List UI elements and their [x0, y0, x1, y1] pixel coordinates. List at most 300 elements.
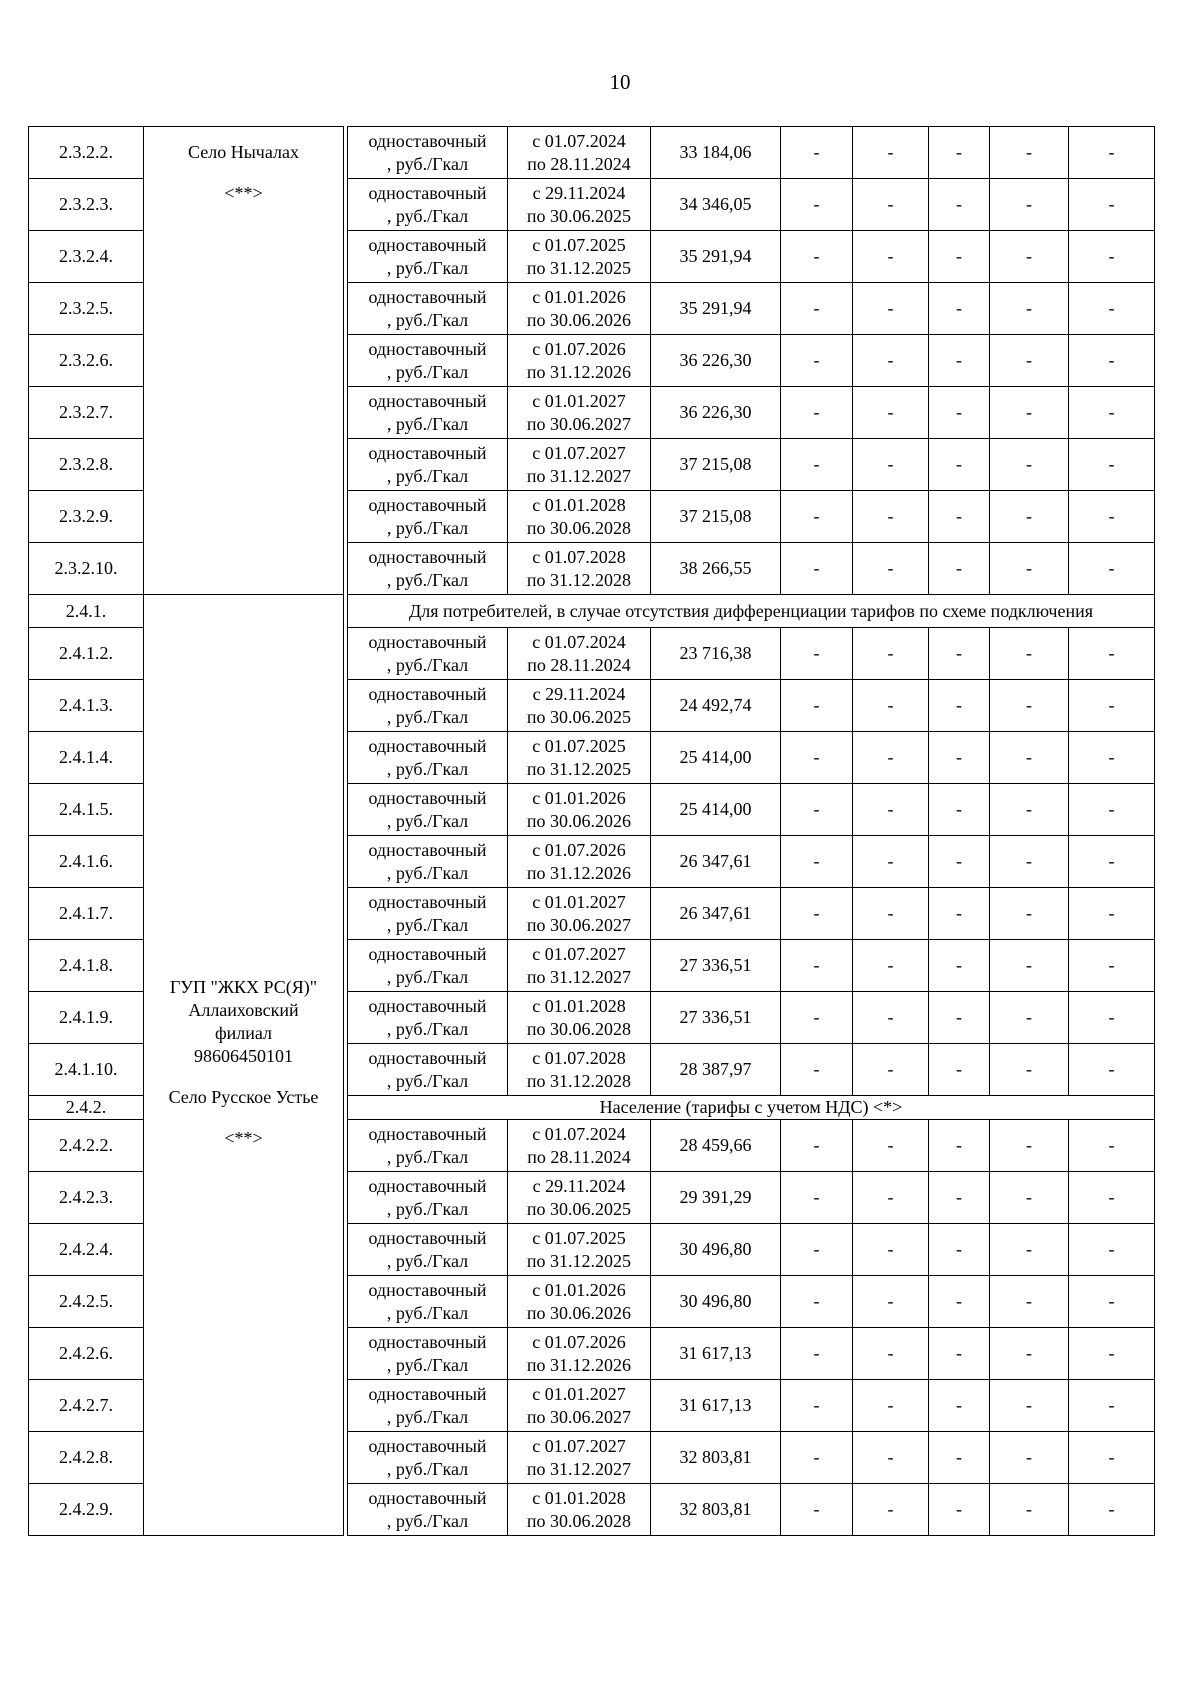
tariff-value: 35 291,94	[651, 231, 781, 283]
rate-type-line1: одноставочный	[368, 839, 487, 860]
empty-dash: -	[781, 1484, 853, 1536]
empty-dash: -	[1069, 628, 1155, 680]
empty-dash: -	[1069, 439, 1155, 491]
empty-dash: -	[1069, 732, 1155, 784]
period-cell	[508, 283, 651, 335]
period-from: с 29.11.2024	[532, 683, 626, 704]
settlement-note: <**>	[224, 183, 263, 203]
empty-dash: -	[853, 1432, 929, 1484]
rate-type-cell	[348, 732, 508, 784]
rate-type-cell	[348, 1328, 508, 1380]
empty-dash: -	[1069, 1120, 1155, 1172]
row-number: 2.4.2.7.	[29, 1380, 144, 1432]
row-number: 2.4.2.5.	[29, 1276, 144, 1328]
period-to: по 30.06.2026	[526, 810, 632, 831]
rate-type-cell	[348, 543, 508, 595]
period-cell	[508, 1484, 651, 1536]
period-cell	[508, 1120, 651, 1172]
period-to: по 31.12.2026	[526, 1354, 632, 1375]
tariff-value: 36 226,30	[651, 387, 781, 439]
tariff-value: 27 336,51	[651, 992, 781, 1044]
period-from: с 29.11.2024	[532, 182, 626, 203]
period-from: с 01.01.2028	[532, 995, 626, 1016]
empty-dash: -	[1069, 543, 1155, 595]
period-to: по 30.06.2026	[526, 1302, 632, 1323]
empty-dash: -	[990, 628, 1069, 680]
org-branch-suffix: филиал	[214, 1023, 273, 1043]
empty-dash: -	[929, 387, 990, 439]
rate-type-line2: , руб./Гкал	[386, 1146, 469, 1167]
period-from: с 01.07.2024	[532, 631, 626, 652]
table-row	[29, 127, 1155, 179]
period-to: по 30.06.2026	[526, 309, 632, 330]
empty-dash: -	[853, 283, 929, 335]
settlement-note: <**>	[224, 1128, 263, 1148]
rate-type-cell	[348, 888, 508, 940]
rate-type-line2: , руб./Гкал	[386, 205, 469, 226]
empty-dash: -	[990, 1276, 1069, 1328]
empty-dash: -	[853, 1224, 929, 1276]
row-number: 2.4.2.2.	[29, 1120, 144, 1172]
rate-type-line1: одноставочный	[368, 182, 487, 203]
rate-type-line2: , руб./Гкал	[386, 1250, 469, 1271]
tariff-value: 29 391,29	[651, 1172, 781, 1224]
period-cell	[508, 784, 651, 836]
period-from: с 01.07.2027	[532, 1435, 626, 1456]
row-number: 2.3.2.2.	[29, 127, 144, 179]
period-to: по 28.11.2024	[527, 654, 631, 675]
empty-dash: -	[929, 1172, 990, 1224]
empty-dash: -	[990, 1380, 1069, 1432]
period-from: с 01.07.2026	[532, 338, 626, 359]
empty-dash: -	[781, 1224, 853, 1276]
rate-type-cell	[348, 439, 508, 491]
period-to: по 30.06.2025	[526, 205, 632, 226]
empty-dash: -	[990, 127, 1069, 179]
tariff-value: 27 336,51	[651, 940, 781, 992]
empty-dash: -	[990, 179, 1069, 231]
row-number: 2.4.1.3.	[29, 680, 144, 732]
row-number: 2.4.1.2.	[29, 628, 144, 680]
empty-dash: -	[1069, 1044, 1155, 1096]
row-number: 2.3.2.4.	[29, 231, 144, 283]
empty-dash: -	[853, 127, 929, 179]
empty-dash: -	[990, 543, 1069, 595]
empty-dash: -	[853, 179, 929, 231]
period-to: по 31.12.2027	[526, 966, 632, 987]
tariff-value: 25 414,00	[651, 784, 781, 836]
tariff-value: 28 387,97	[651, 1044, 781, 1096]
period-from: с 01.07.2028	[532, 546, 626, 567]
period-from: с 29.11.2024	[532, 1175, 626, 1196]
empty-dash: -	[781, 179, 853, 231]
rate-type-cell	[348, 387, 508, 439]
empty-dash: -	[781, 1276, 853, 1328]
period-to: по 31.12.2028	[526, 1070, 632, 1091]
empty-dash: -	[781, 888, 853, 940]
empty-dash: -	[1069, 127, 1155, 179]
rate-type-cell	[348, 491, 508, 543]
empty-dash: -	[990, 439, 1069, 491]
rate-type-line1: одноставочный	[368, 891, 487, 912]
rate-type-line1: одноставочный	[368, 787, 487, 808]
period-cell	[508, 836, 651, 888]
rate-type-line2: , руб./Гкал	[386, 1354, 469, 1375]
empty-dash: -	[929, 628, 990, 680]
row-number: 2.4.2.4.	[29, 1224, 144, 1276]
empty-dash: -	[853, 543, 929, 595]
empty-dash: -	[781, 127, 853, 179]
rate-type-cell	[348, 680, 508, 732]
row-number: 2.4.2.3.	[29, 1172, 144, 1224]
org-branch: Аллаиховский	[188, 1000, 299, 1020]
period-cell	[508, 992, 651, 1044]
period-to: по 30.06.2025	[526, 706, 632, 727]
empty-dash: -	[781, 283, 853, 335]
row-number: 2.3.2.6.	[29, 335, 144, 387]
rate-type-line1: одноставочный	[368, 546, 487, 567]
row-number: 2.4.2.6.	[29, 1328, 144, 1380]
empty-dash: -	[781, 1120, 853, 1172]
empty-dash: -	[853, 992, 929, 1044]
tariff-value: 36 226,30	[651, 335, 781, 387]
rate-type-cell	[348, 1432, 508, 1484]
rate-type-line1: одноставочный	[368, 683, 487, 704]
period-from: с 01.07.2025	[532, 1227, 626, 1248]
org-name: ГУП "ЖКХ РС(Я)"	[169, 977, 318, 997]
empty-dash: -	[1069, 179, 1155, 231]
period-cell	[508, 179, 651, 231]
empty-dash: -	[781, 628, 853, 680]
empty-dash: -	[781, 1432, 853, 1484]
period-cell	[508, 628, 651, 680]
tariff-value: 30 496,80	[651, 1224, 781, 1276]
tariff-value: 38 266,55	[651, 543, 781, 595]
empty-dash: -	[990, 1172, 1069, 1224]
empty-dash: -	[929, 1380, 990, 1432]
empty-dash: -	[1069, 1328, 1155, 1380]
empty-dash: -	[929, 127, 990, 179]
rate-type-line1: одноставочный	[368, 494, 487, 515]
rate-type-cell	[348, 940, 508, 992]
empty-dash: -	[781, 992, 853, 1044]
empty-dash: -	[1069, 1484, 1155, 1536]
empty-dash: -	[853, 231, 929, 283]
rate-type-cell	[348, 179, 508, 231]
empty-dash: -	[990, 283, 1069, 335]
empty-dash: -	[1069, 387, 1155, 439]
period-cell	[508, 888, 651, 940]
period-cell	[508, 439, 651, 491]
empty-dash: -	[781, 784, 853, 836]
period-cell	[508, 680, 651, 732]
row-number: 2.3.2.10.	[29, 543, 144, 595]
section-title: Население (тарифы с учетом НДС) <*>	[348, 1096, 1155, 1120]
rate-type-line2: , руб./Гкал	[386, 1070, 469, 1091]
empty-dash: -	[1069, 940, 1155, 992]
group-a	[29, 127, 1155, 595]
section-row	[29, 595, 1155, 628]
empty-dash: -	[781, 732, 853, 784]
rate-type-cell	[348, 836, 508, 888]
period-to: по 31.12.2025	[526, 1250, 632, 1271]
empty-dash: -	[929, 543, 990, 595]
empty-dash: -	[1069, 1380, 1155, 1432]
period-from: с 01.07.2024	[532, 130, 626, 151]
row-number: 2.3.2.5.	[29, 283, 144, 335]
empty-dash: -	[853, 836, 929, 888]
period-cell	[508, 732, 651, 784]
empty-dash: -	[853, 335, 929, 387]
empty-dash: -	[853, 732, 929, 784]
row-number: 2.3.2.3.	[29, 179, 144, 231]
period-to: по 30.06.2028	[526, 1018, 632, 1039]
empty-dash: -	[1069, 1224, 1155, 1276]
period-from: с 01.01.2028	[532, 494, 626, 515]
rate-type-line1: одноставочный	[368, 1047, 487, 1068]
empty-dash: -	[929, 439, 990, 491]
row-number: 2.4.1.6.	[29, 836, 144, 888]
rate-type-line1: одноставочный	[368, 286, 487, 307]
empty-dash: -	[929, 1044, 990, 1096]
empty-dash: -	[929, 491, 990, 543]
rate-type-line1: одноставочный	[368, 1331, 487, 1352]
empty-dash: -	[853, 680, 929, 732]
period-to: по 30.06.2027	[526, 413, 632, 434]
period-from: с 01.07.2025	[532, 735, 626, 756]
empty-dash: -	[1069, 836, 1155, 888]
period-to: по 31.12.2025	[526, 758, 632, 779]
empty-dash: -	[781, 1328, 853, 1380]
period-cell	[508, 127, 651, 179]
tariff-value: 31 617,13	[651, 1380, 781, 1432]
section-title: Для потребителей, в случае отсутствия дифференциации тарифов по схеме подключения	[348, 595, 1155, 628]
rate-type-cell	[348, 283, 508, 335]
rate-type-line1: одноставочный	[368, 130, 487, 151]
period-from: с 01.07.2028	[532, 1047, 626, 1068]
empty-dash: -	[990, 1432, 1069, 1484]
period-from: с 01.01.2027	[532, 390, 626, 411]
tariff-value: 35 291,94	[651, 283, 781, 335]
rate-type-line2: , руб./Гкал	[386, 1198, 469, 1219]
empty-dash: -	[1069, 1276, 1155, 1328]
settlement-name: Село Нычалах	[188, 142, 299, 162]
row-number: 2.4.1.8.	[29, 940, 144, 992]
rate-type-line2: , руб./Гкал	[386, 758, 469, 779]
rate-type-cell	[348, 1172, 508, 1224]
empty-dash: -	[929, 992, 990, 1044]
rate-type-line2: , руб./Гкал	[386, 1302, 469, 1323]
empty-dash: -	[929, 179, 990, 231]
empty-dash: -	[990, 1484, 1069, 1536]
empty-dash: -	[781, 439, 853, 491]
tariff-value: 34 346,05	[651, 179, 781, 231]
period-from: с 01.01.2026	[532, 286, 626, 307]
rate-type-line1: одноставочный	[368, 1123, 487, 1144]
empty-dash: -	[1069, 283, 1155, 335]
period-from: с 01.01.2026	[532, 787, 626, 808]
period-from: с 01.01.2028	[532, 1487, 626, 1508]
empty-dash: -	[853, 1328, 929, 1380]
period-cell	[508, 543, 651, 595]
period-to: по 31.12.2026	[526, 361, 632, 382]
rate-type-line2: , руб./Гкал	[386, 862, 469, 883]
tariff-table	[28, 126, 1155, 1536]
empty-dash: -	[929, 1224, 990, 1276]
empty-dash: -	[1069, 888, 1155, 940]
rate-type-line2: , руб./Гкал	[386, 413, 469, 434]
row-number: 2.4.1.10.	[29, 1044, 144, 1096]
period-to: по 31.12.2025	[526, 257, 632, 278]
empty-dash: -	[853, 491, 929, 543]
rate-type-line2: , руб./Гкал	[386, 810, 469, 831]
settlement-russkoe-uste-block	[148, 976, 339, 1150]
empty-dash: -	[929, 1432, 990, 1484]
rate-type-line2: , руб./Гкал	[386, 361, 469, 382]
tariff-value: 37 215,08	[651, 491, 781, 543]
period-cell	[508, 1224, 651, 1276]
rate-type-line1: одноставочный	[368, 735, 487, 756]
period-cell	[508, 1328, 651, 1380]
period-to: по 28.11.2024	[527, 1146, 631, 1167]
settlement-nychalakh	[144, 127, 344, 595]
empty-dash: -	[1069, 231, 1155, 283]
section-number: 2.4.1.	[29, 595, 144, 628]
empty-dash: -	[990, 836, 1069, 888]
empty-dash: -	[929, 283, 990, 335]
rate-type-line1: одноставочный	[368, 442, 487, 463]
empty-dash: -	[1069, 335, 1155, 387]
rate-type-line2: , руб./Гкал	[386, 1406, 469, 1427]
rate-type-line1: одноставочный	[368, 1435, 487, 1456]
tariff-value: 23 716,38	[651, 628, 781, 680]
empty-dash: -	[990, 387, 1069, 439]
empty-dash: -	[781, 543, 853, 595]
page-number: 10	[609, 70, 631, 94]
row-number: 2.4.2.8.	[29, 1432, 144, 1484]
period-cell	[508, 1044, 651, 1096]
empty-dash: -	[929, 836, 990, 888]
empty-dash: -	[853, 1172, 929, 1224]
empty-dash: -	[990, 992, 1069, 1044]
period-to: по 30.06.2028	[526, 517, 632, 538]
period-cell	[508, 1432, 651, 1484]
row-number: 2.4.2.9.	[29, 1484, 144, 1536]
rate-type-cell	[348, 1120, 508, 1172]
empty-dash: -	[853, 439, 929, 491]
rate-type-line2: , руб./Гкал	[386, 966, 469, 987]
period-from: с 01.07.2027	[532, 943, 626, 964]
rate-type-cell	[348, 1484, 508, 1536]
tariff-value: 32 803,81	[651, 1484, 781, 1536]
row-number: 2.3.2.9.	[29, 491, 144, 543]
empty-dash: -	[853, 784, 929, 836]
empty-dash: -	[853, 888, 929, 940]
empty-dash: -	[929, 1120, 990, 1172]
empty-dash: -	[853, 387, 929, 439]
period-cell	[508, 1380, 651, 1432]
tariff-value: 25 414,00	[651, 732, 781, 784]
rate-type-line2: , руб./Гкал	[386, 153, 469, 174]
period-to: по 31.12.2027	[526, 465, 632, 486]
empty-dash: -	[929, 888, 990, 940]
row-number: 2.3.2.8.	[29, 439, 144, 491]
empty-dash: -	[929, 1328, 990, 1380]
period-from: с 01.07.2024	[532, 1123, 626, 1144]
period-cell	[508, 231, 651, 283]
empty-dash: -	[781, 387, 853, 439]
empty-dash: -	[990, 888, 1069, 940]
empty-dash: -	[990, 784, 1069, 836]
empty-dash: -	[781, 335, 853, 387]
rate-type-line1: одноставочный	[368, 234, 487, 255]
empty-dash: -	[990, 1224, 1069, 1276]
rate-type-line2: , руб./Гкал	[386, 706, 469, 727]
empty-dash: -	[929, 784, 990, 836]
empty-dash: -	[990, 335, 1069, 387]
period-from: с 01.07.2026	[532, 1331, 626, 1352]
rate-type-line1: одноставочный	[368, 995, 487, 1016]
settlement-nychalakh-block	[148, 141, 339, 205]
empty-dash: -	[853, 1276, 929, 1328]
period-from: с 01.07.2025	[532, 234, 626, 255]
rate-type-line1: одноставочный	[368, 1279, 487, 1300]
rate-type-cell	[348, 628, 508, 680]
empty-dash: -	[929, 680, 990, 732]
period-cell	[508, 335, 651, 387]
rate-type-line1: одноставочный	[368, 1227, 487, 1248]
rate-type-line1: одноставочный	[368, 943, 487, 964]
row-number: 2.4.1.9.	[29, 992, 144, 1044]
tariff-value: 30 496,80	[651, 1276, 781, 1328]
rate-type-line1: одноставочный	[368, 1487, 487, 1508]
rate-type-line1: одноставочный	[368, 1175, 487, 1196]
empty-dash: -	[929, 335, 990, 387]
empty-dash: -	[853, 1044, 929, 1096]
rate-type-cell	[348, 1380, 508, 1432]
section-number: 2.4.2.	[29, 1096, 144, 1120]
period-to: по 30.06.2028	[526, 1510, 632, 1531]
period-from: с 01.01.2026	[532, 1279, 626, 1300]
empty-dash: -	[781, 836, 853, 888]
empty-dash: -	[853, 940, 929, 992]
empty-dash: -	[1069, 491, 1155, 543]
empty-dash: -	[990, 1120, 1069, 1172]
rate-type-cell	[348, 127, 508, 179]
period-cell	[508, 1172, 651, 1224]
empty-dash: -	[990, 1044, 1069, 1096]
empty-dash: -	[781, 680, 853, 732]
rate-type-cell	[348, 231, 508, 283]
tariff-value: 31 617,13	[651, 1328, 781, 1380]
rate-type-line1: одноставочный	[368, 1383, 487, 1404]
empty-dash: -	[781, 491, 853, 543]
rate-type-cell	[348, 1044, 508, 1096]
empty-dash: -	[853, 1484, 929, 1536]
period-to: по 30.06.2027	[526, 914, 632, 935]
empty-dash: -	[781, 231, 853, 283]
tariff-value: 26 347,61	[651, 836, 781, 888]
group-b	[29, 595, 1155, 1536]
empty-dash: -	[990, 680, 1069, 732]
rate-type-line2: , руб./Гкал	[386, 1510, 469, 1531]
empty-dash: -	[929, 1276, 990, 1328]
empty-dash: -	[990, 491, 1069, 543]
settlement-name: Село Русское Устье	[168, 1087, 319, 1107]
empty-dash: -	[1069, 1172, 1155, 1224]
period-from: с 01.01.2027	[532, 891, 626, 912]
empty-dash: -	[781, 1172, 853, 1224]
